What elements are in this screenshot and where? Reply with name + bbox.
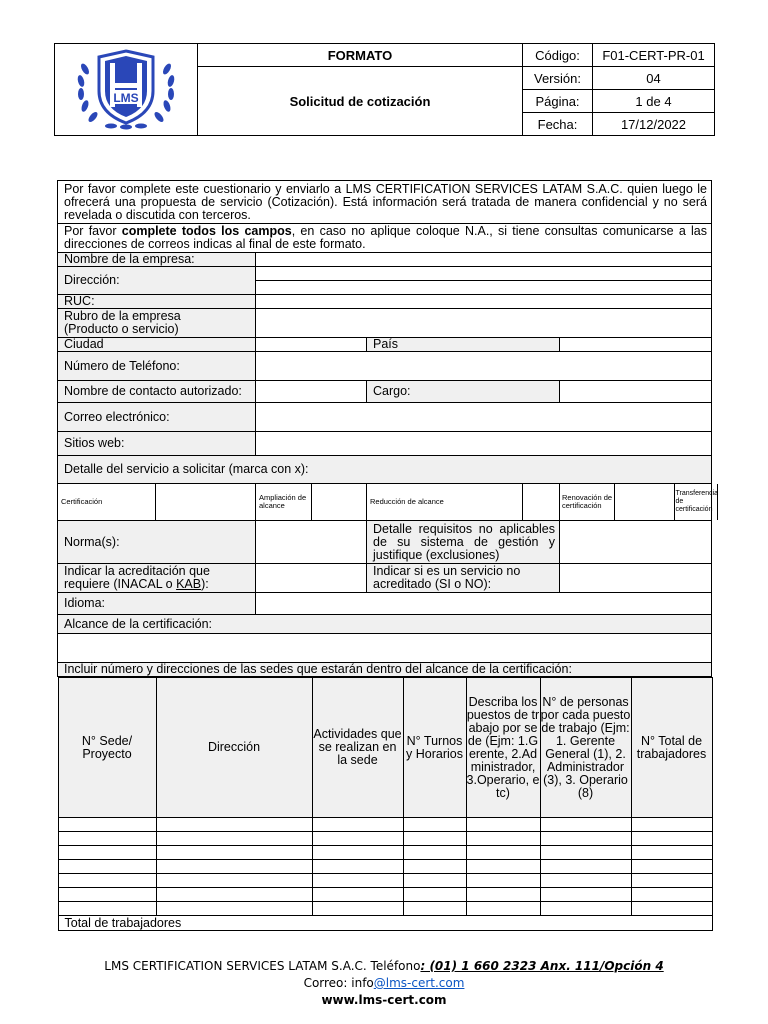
format-label: FORMATO — [198, 44, 523, 67]
email-label: Correo electrónico: — [58, 403, 256, 432]
date-value: 17/12/2022 — [593, 113, 715, 136]
accreditation-label: Indicar la acreditación que requiere (INACAL o KAB): — [58, 564, 256, 593]
norms-field[interactable] — [256, 521, 367, 564]
ruc-label: RUC: — [58, 295, 256, 309]
code-value: F01-CERT-PR-01 — [593, 44, 715, 67]
websites-field[interactable] — [256, 432, 712, 456]
document-title: Solicitud de cotización — [198, 67, 523, 136]
position-field[interactable] — [560, 381, 712, 403]
address-label: Dirección: — [58, 267, 256, 295]
version-label: Versión: — [523, 67, 593, 90]
sites-header-people: N° de personas por cada puesto de trabajo (Ejm: 1. Gerente General (1), 2. Administrador (3), 3. Operario (8) — [540, 678, 631, 818]
sites-intro-label: Incluir número y direcciones de las sedes que estarán dentro del alcance de la certificación: — [58, 663, 712, 677]
sites-table — [58, 677, 713, 931]
scope-label: Alcance de la certificación: — [58, 615, 712, 634]
company-name-field[interactable] — [256, 253, 712, 267]
service-detail-label: Detalle del servicio a solicitar (marca con x): — [58, 456, 712, 484]
sites-header-positions: Describa los puestos de trabajo por sede (Ejm: 1.Gerente, 2.Administrador, 3.Operario, etc) — [466, 678, 540, 818]
requirements-field[interactable] — [560, 521, 712, 564]
table-row — [58, 860, 712, 874]
table-row — [58, 846, 712, 860]
table-row — [58, 818, 712, 832]
country-field[interactable] — [560, 338, 712, 352]
country-label: País — [367, 338, 560, 352]
norms-label: Norma(s): — [58, 521, 256, 564]
service-certification-label: Certificación — [58, 484, 156, 521]
email-field[interactable] — [256, 403, 712, 432]
requirements-label: Detalle requisitos no aplicables de su sistema de gestión y justifique (exclusiones) — [367, 521, 560, 564]
phone-label: Número de Teléfono: — [58, 352, 256, 381]
table-row — [58, 874, 712, 888]
table-row — [58, 832, 712, 846]
footer-company-line: LMS CERTIFICATION SERVICES LATAM S.A.C. Teléfono: (01) 1 660 2323 Anx. 111/Opción 4 — [104, 959, 664, 973]
service-reduction-checkbox[interactable] — [523, 484, 560, 521]
sites-header-address: Dirección — [156, 678, 312, 818]
instructions-paragraph: Por favor complete todos los campos, en caso no aplique coloque N.A., si tiene consultas comunicarse a las direcciones de correos indicas al final de este formato. — [58, 224, 712, 253]
quotation-form — [57, 180, 719, 931]
address-field-line2[interactable] — [256, 281, 712, 295]
service-reduction-label: Reducción de alcance — [367, 484, 523, 521]
language-label: Idioma: — [58, 593, 256, 615]
renewal-transfer-subgrid — [621, 484, 718, 520]
language-field[interactable] — [256, 593, 712, 615]
document-header — [54, 43, 715, 136]
sites-header-activities: Actividades que se realizan en la sede — [312, 678, 403, 818]
version-value: 04 — [593, 67, 715, 90]
intro-paragraph: Por favor complete este cuestionario y enviarlo a LMS CERTIFICATION SERVICES LATAM S.A.C. quien luego le ofrecerá una propuesta de servicio (Cotización). Está información será tratada de manera confidencial y no será revelada o discutida con terceros. — [58, 181, 712, 224]
page-value: 1 de 4 — [593, 90, 715, 113]
business-line-field[interactable] — [256, 309, 712, 338]
service-transfer-label: Transferencia de certificación — [674, 484, 717, 520]
total-workers-label: Total de trabajadores — [58, 916, 712, 931]
service-extension-checkbox[interactable] — [312, 484, 367, 521]
non-accredited-label: Indicar si es un servicio no acreditado (SI o NO): — [367, 564, 560, 593]
company-logo — [55, 44, 198, 136]
websites-label: Sitios web: — [58, 432, 256, 456]
page-footer — [0, 958, 768, 1009]
business-line-label: Rubro de la empresa (Producto o servicio) — [58, 309, 256, 338]
service-renewal-cell[interactable] — [615, 484, 719, 521]
footer-phone: : (01) 1 660 2323 Anx. 111/Opción 4 — [420, 959, 664, 973]
address-field-line1[interactable] — [256, 267, 712, 281]
position-label: Cargo: — [367, 381, 560, 403]
footer-email-link[interactable]: @lms-cert.com — [373, 976, 465, 990]
date-label: Fecha: — [523, 113, 593, 136]
page-label: Página: — [523, 90, 593, 113]
footer-email-line: Correo: info@lms-cert.com — [303, 976, 465, 990]
svg-text:LMS: LMS — [113, 90, 139, 105]
service-extension-label: Ampliación de alcance — [256, 484, 312, 521]
contact-field[interactable] — [256, 381, 367, 403]
non-accredited-field[interactable] — [560, 564, 712, 593]
sites-header-shifts: N° Turnos y Horarios — [403, 678, 466, 818]
ruc-field[interactable] — [256, 295, 712, 309]
sites-header-total: N° Total de trabajadores — [631, 678, 712, 818]
scope-field[interactable] — [58, 634, 712, 663]
table-row — [58, 902, 712, 916]
service-certification-checkbox[interactable] — [156, 484, 256, 521]
accreditation-field[interactable] — [256, 564, 367, 593]
lms-shield-icon — [71, 47, 181, 131]
city-field[interactable] — [256, 338, 367, 352]
service-renewal-label: Renovación de certificación — [560, 484, 615, 521]
service-renewal-checkbox[interactable] — [621, 484, 674, 520]
sites-header-number: N° Sede/ Proyecto — [58, 678, 156, 818]
city-label: Ciudad — [58, 338, 256, 352]
footer-website[interactable]: www.lms-cert.com — [321, 993, 447, 1007]
phone-field[interactable] — [256, 352, 712, 381]
company-name-label: Nombre de la empresa: — [58, 253, 256, 267]
code-label: Código: — [523, 44, 593, 67]
table-row — [58, 888, 712, 902]
contact-label: Nombre de contacto autorizado: — [58, 381, 256, 403]
